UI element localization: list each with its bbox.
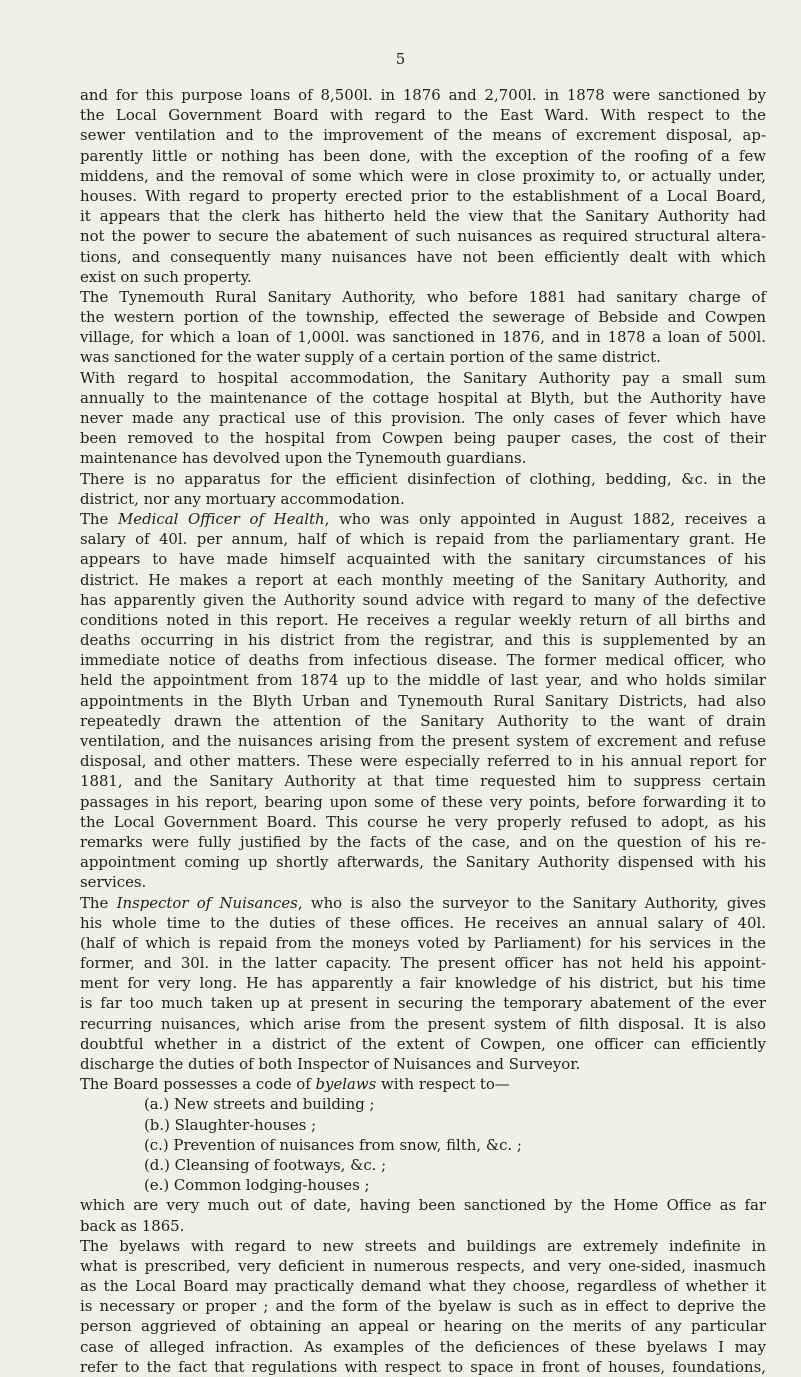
- text-line: his whole time to the duties of these offices. He receives an annual salary of 40l.: [80, 913, 766, 932]
- text-line: The Inspector of Nuisances, who is also the surveyor to the Sanitary Authority, gives: [80, 893, 766, 912]
- text-line: back as 1865.: [80, 1216, 185, 1235]
- text-line: immediate notice of deaths from infectious disease. The former medical officer, who: [80, 651, 766, 670]
- text-line: as the Local Board may practically demand what they choose, regardless of whether it: [80, 1277, 766, 1296]
- text-line: The Tynemouth Rural Sanitary Authority, who before 1881 had sanitary charge of: [80, 287, 766, 306]
- text-line: and for this purpose loans of 8,500l. in 1876 and 2,700l. in 1878 were sanctioned by: [80, 86, 766, 104]
- italic-term: Inspector of Nuisances: [116, 893, 298, 912]
- text-line: With regard to hospital accommodation, the Sanitary Authority pay a small sum: [80, 368, 766, 387]
- text-line: services.: [80, 873, 147, 892]
- text-line: not the power to secure the abatement of such nuisances as required structural altera-: [80, 227, 766, 246]
- text-line: the Local Government Board. This course he very properly refused to adopt, as his: [80, 812, 766, 831]
- text-line: the Local Government Board with regard to the East Ward. With respect to the: [80, 106, 766, 125]
- text-line: has apparently given the Authority sound advice with regard to many of the defective: [80, 590, 766, 609]
- text-line: which are very much out of date, having been sanctioned by the Home Office as far: [80, 1196, 766, 1215]
- text-line: person aggrieved of obtaining an appeal or hearing on the merits of any particular: [80, 1317, 766, 1336]
- text-line: is far too much taken up at present in securing the temporary abatement of the ever: [80, 994, 766, 1013]
- text-line: annually to the maintenance of the cottage hospital at Blyth, but the Authority have: [80, 388, 766, 407]
- text-line: (e.) Common lodging-houses ;: [144, 1176, 370, 1195]
- text-line: been removed to the hospital from Cowpen being pauper cases, the cost of their: [80, 429, 766, 448]
- text-line: district, nor any mortuary accommodation.: [80, 489, 405, 508]
- italic-term: byelaws: [315, 1075, 377, 1094]
- text-line: ventilation, and the nuisances arising from the present system of excrement and refuse: [80, 732, 766, 750]
- text-line: it appears that the clerk has hitherto held the view that the Sanitary Authority had: [80, 207, 766, 226]
- text-line: maintenance has devolved upon the Tynemouth guardians.: [80, 449, 527, 468]
- text-line: middens, and the removal of some which were in close proximity to, or actually under,: [80, 166, 766, 185]
- text-line: appointment coming up shortly afterwards, the Sanitary Authority dispensed with his: [80, 853, 766, 872]
- text-line: There is no apparatus for the efficient disinfection of clothing, bedding, &c. in the: [80, 469, 766, 488]
- report-body-text: [80, 85, 766, 1377]
- text-line: salary of 40l. per annum, half of which is repaid from the parliamentary grant. He: [80, 530, 766, 549]
- page-number: 5: [395, 50, 406, 68]
- text-line: The Medical Officer of Health, who was only appointed in August 1882, receives a: [80, 509, 766, 528]
- text-line: parently little or nothing has been done, with the exception of the roofing of a few: [80, 146, 766, 165]
- text-line: remarks were fully justified by the facts of the case, and on the question of his re-: [80, 832, 766, 851]
- text-line: exist on such property.: [80, 267, 252, 286]
- text-line: refer to the fact that regulations with respect to space in front of houses, foundations,: [80, 1357, 766, 1376]
- text-line: passages in his report, bearing upon some of these very points, before forwarding it to: [80, 792, 766, 811]
- text-line: houses. With regard to property erected prior to the establishment of a Local Board,: [80, 186, 766, 205]
- text-line: (b.) Slaughter-houses ;: [144, 1115, 317, 1134]
- italic-term: Medical Officer of Health: [118, 509, 325, 528]
- text-line: case of alleged infraction. As examples of the deficiences of these byelaws I may: [80, 1337, 766, 1356]
- text-line: former, and 30l. in the latter capacity. The present officer has not held his appoint-: [80, 954, 766, 973]
- text-line: never made any practical use of this provision. The only cases of fever which have: [80, 409, 766, 427]
- text-line: deaths occurring in his district from the registrar, and this is supplemented by an: [80, 631, 766, 650]
- text-line: the western portion of the township, effected the sewerage of Bebside and Cowpen: [80, 308, 766, 327]
- text-line: sewer ventilation and to the improvement of the means of excrement disposal, ap-: [80, 126, 766, 145]
- text-line: repeatedly drawn the attention of the Sanitary Authority to the want of drain: [80, 711, 766, 730]
- text-line: doubtful whether in a district of the extent of Cowpen, one officer can efficiently: [80, 1034, 766, 1053]
- text-line: (c.) Prevention of nuisances from snow, filth, &c. ;: [144, 1135, 522, 1154]
- text-line: held the appointment from 1874 up to the middle of last year, and who holds similar: [80, 671, 766, 690]
- text-line: (half of which is repaid from the moneys voted by Parliament) for his services in the: [80, 933, 766, 952]
- text-line: district. He makes a report at each monthly meeting of the Sanitary Authority, and: [80, 570, 766, 589]
- text-line: recurring nuisances, which arise from the present system of filth disposal. It is also: [80, 1014, 766, 1033]
- text-line: The Board possesses a code of byelaws with respect to—: [80, 1075, 510, 1094]
- text-line: discharge the duties of both Inspector of Nuisances and Surveyor.: [80, 1055, 581, 1073]
- text-line: is necessary or proper ; and the form of the byelaw is such as in effect to deprive the: [80, 1297, 766, 1316]
- text-line: (d.) Cleansing of footways, &c. ;: [144, 1155, 387, 1174]
- text-line: was sanctioned for the water supply of a certain portion of the same district.: [80, 348, 661, 367]
- text-line: ment for very long. He has apparently a fair knowledge of his district, but his time: [80, 974, 766, 993]
- text-line: 1881, and the Sanitary Authority at that time requested him to suppress certain: [80, 772, 766, 791]
- text-line: appears to have made himself acquainted with the sanitary circumstances of his: [80, 550, 766, 569]
- text-line: (a.) New streets and building ;: [144, 1095, 375, 1114]
- text-line: village, for which a loan of 1,000l. was sanctioned in 1876, and in 1878 a loan of 500l.: [80, 328, 766, 347]
- text-line: what is prescribed, very deficient in numerous respects, and very one-sided, inasmuch: [80, 1256, 766, 1275]
- text-line: The byelaws with regard to new streets and buildings are extremely indefinite in: [80, 1236, 766, 1255]
- text-line: appointments in the Blyth Urban and Tynemouth Rural Sanitary Districts, had also: [80, 691, 766, 710]
- text-line: conditions noted in this report. He receives a regular weekly return of all births and: [80, 610, 766, 629]
- text-line: disposal, and other matters. These were especially referred to in his annual report for: [80, 752, 766, 771]
- text-line: tions, and consequently many nuisances have not been efficiently dealt with which: [80, 247, 766, 266]
